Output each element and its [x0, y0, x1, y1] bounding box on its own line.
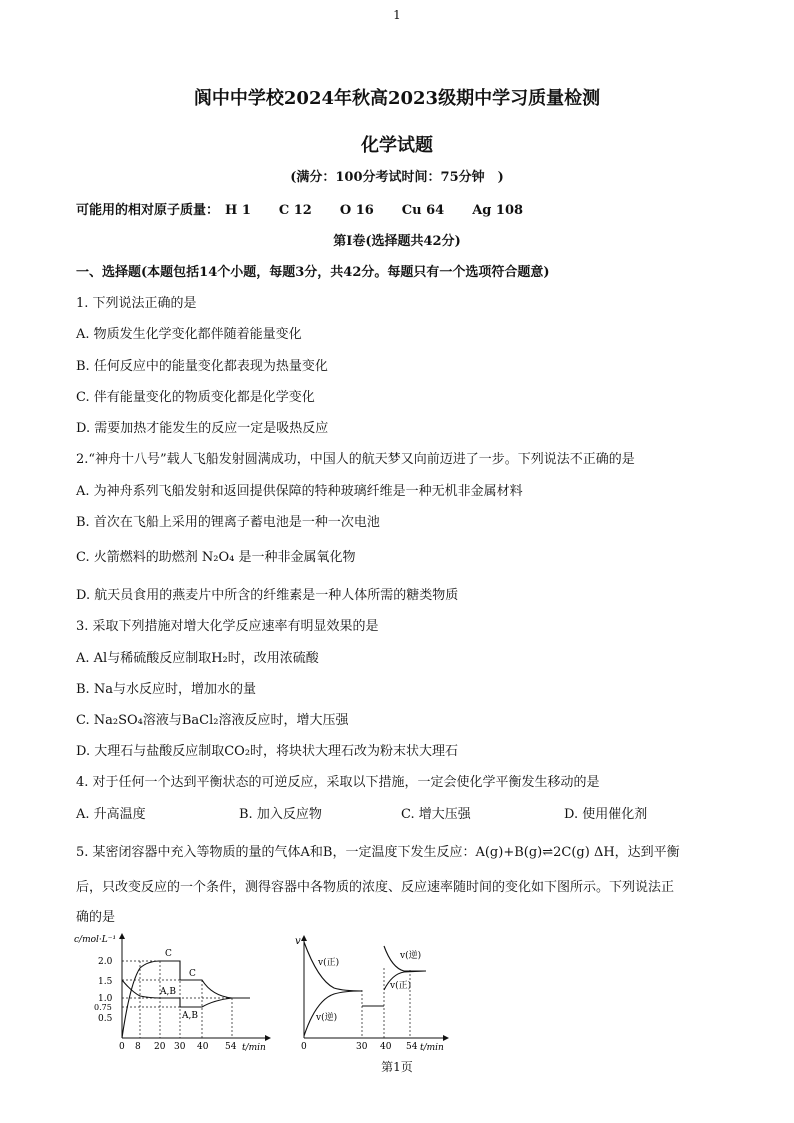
right-x-tick-0: 0 [301, 1042, 307, 1052]
right-x-label: t/min [420, 1043, 444, 1052]
atomic-mass-ag: Ag 108 [472, 203, 524, 218]
atomic-mass-cu: Cu 64 [401, 203, 445, 218]
concentration-time-figure [72, 928, 282, 1052]
atomic-mass-h: H 1 [225, 203, 251, 218]
right-y-label: v [295, 936, 301, 947]
left-x-label: t/min [242, 1043, 266, 1052]
top-page-number: 1 [393, 8, 401, 22]
q3-option-d: D. 大理石与盐酸反应制取CO₂时，将块状大理石改为粉末状大理石 [76, 744, 459, 759]
left-y-tick-1-5: 1.5 [98, 977, 113, 987]
atomic-label: 可能用的相对原子质量： [76, 203, 220, 218]
left-y-label: c/mol·L⁻¹ [74, 935, 117, 945]
left-y-tick-0-75: 0.75 [94, 1003, 112, 1012]
right-x-tick-54: 54 [406, 1042, 418, 1052]
q1-option-b: B. 任何反应中的能量变化都表现为热量变化 [76, 359, 328, 374]
left-x-tick-0: 0 [119, 1042, 125, 1052]
q2-option-b: B. 首次在飞船上采用的锂离子蓄电池是一种一次电池 [76, 515, 380, 530]
atomic-masses [76, 199, 551, 218]
label-v-reverse-1: v(逆) [316, 1013, 338, 1023]
label-a-b-second: A,B [182, 1011, 198, 1021]
rate-time-figure [292, 928, 452, 1052]
q5-line-1: 5. 某密闭容器中充入等物质的量的气体A和B，一定温度下发生反应：A(g)+B(g)⇌2C(g) ΔH，达到平衡 [76, 845, 680, 860]
q2-option-c: C. 火箭燃料的助燃剂 N₂O₄ 是一种非金属氧化物 [76, 550, 356, 565]
q4-option-d: D. 使用催化剂 [564, 807, 648, 822]
left-y-tick-2-0: 2.0 [98, 957, 113, 967]
q4-option-c: C. 增大压强 [401, 807, 471, 822]
volume-title: 第I卷(选择题共42分) [333, 234, 461, 249]
left-x-tick-8: 8 [135, 1042, 141, 1052]
left-x-tick-30: 30 [174, 1042, 186, 1052]
atomic-mass-c: C 12 [278, 203, 312, 218]
q4-stem: 4. 对于任何一个达到平衡状态的可逆反应，采取以下措施，一定会使化学平衡发生移动的是 [76, 775, 600, 790]
exam-subtitle: 化学试题 [361, 135, 433, 156]
curve-c [122, 961, 250, 1038]
q2-option-d: D. 航天员食用的燕麦片中所含的纤维素是一种人体所需的糖类物质 [76, 588, 459, 603]
q3-option-b: B. Na与水反应时，增加水的量 [76, 682, 256, 697]
q2-option-a: A. 为神舟系列飞船发射和返回提供保障的特种玻璃纤维是一种无机非金属材料 [76, 484, 523, 499]
q1-option-d: D. 需要加热才能发生的反应一定是吸热反应 [76, 421, 329, 436]
q3-option-a: A. Al与稀硫酸反应制取H₂时，改用浓硫酸 [76, 651, 319, 666]
left-dashed-guides [122, 961, 232, 1038]
label-c-second: C [189, 969, 196, 979]
left-x-tick-20: 20 [154, 1042, 166, 1052]
atomic-mass-o: O 16 [339, 203, 374, 218]
bottom-page-label: 第1页 [381, 1060, 413, 1074]
q3-option-c: C. Na₂SO₄溶液与BaCl₂溶液反应时，增大压强 [76, 713, 349, 728]
q4-option-b: B. 加入反应物 [239, 807, 322, 822]
right-x-tick-30: 30 [356, 1042, 368, 1052]
q1-option-c: C. 伴有能量变化的物质变化都是化学变化 [76, 390, 315, 405]
right-x-tick-40: 40 [380, 1042, 392, 1052]
left-y-tick-0-5: 0.5 [98, 1014, 113, 1024]
q1-option-a: A. 物质发生化学变化都伴随着能量变化 [76, 327, 302, 342]
label-a-b-first: A,B [160, 987, 176, 997]
left-y-tick-1-0: 1.0 [98, 994, 113, 1004]
label-v-reverse-2: v(逆) [400, 951, 422, 961]
label-v-forward-1: v(正) [318, 958, 340, 968]
label-v-forward-2: v(正) [390, 981, 412, 991]
right-dashed-guides [362, 968, 410, 1038]
q1-stem: 1. 下列说法正确的是 [76, 296, 197, 311]
q3-stem: 3. 采取下列措施对增大化学反应速率有明显效果的是 [76, 619, 379, 634]
left-x-tick-40: 40 [197, 1042, 209, 1052]
left-x-tick-54: 54 [225, 1042, 237, 1052]
curve-a-b [122, 980, 250, 1007]
exam-title: 阆中中学校2024年秋高2023级期中学习质量检测 [193, 88, 601, 109]
q2-stem: 2.“神舟十八号”载人飞船发射圆满成功，中国人的航天梦又向前迈进了一步。下列说法不正确的是 [76, 452, 635, 467]
section-title: 一、选择题(本题包括14个小题，每题3分，共42分。每题只有一个选项符合题意) [76, 265, 550, 280]
exam-info: (满分：100分考试时间：75分钟 ) [290, 170, 504, 185]
q5-line-2: 后，只改变反应的一个条件，测得容器中各物质的浓度、反应速率随时间的变化如下图所示。下列说法正 [76, 880, 675, 895]
q4-option-a: A. 升高温度 [76, 807, 146, 822]
q5-line-3: 确的是 [76, 910, 116, 925]
label-c-first: C [165, 949, 172, 959]
